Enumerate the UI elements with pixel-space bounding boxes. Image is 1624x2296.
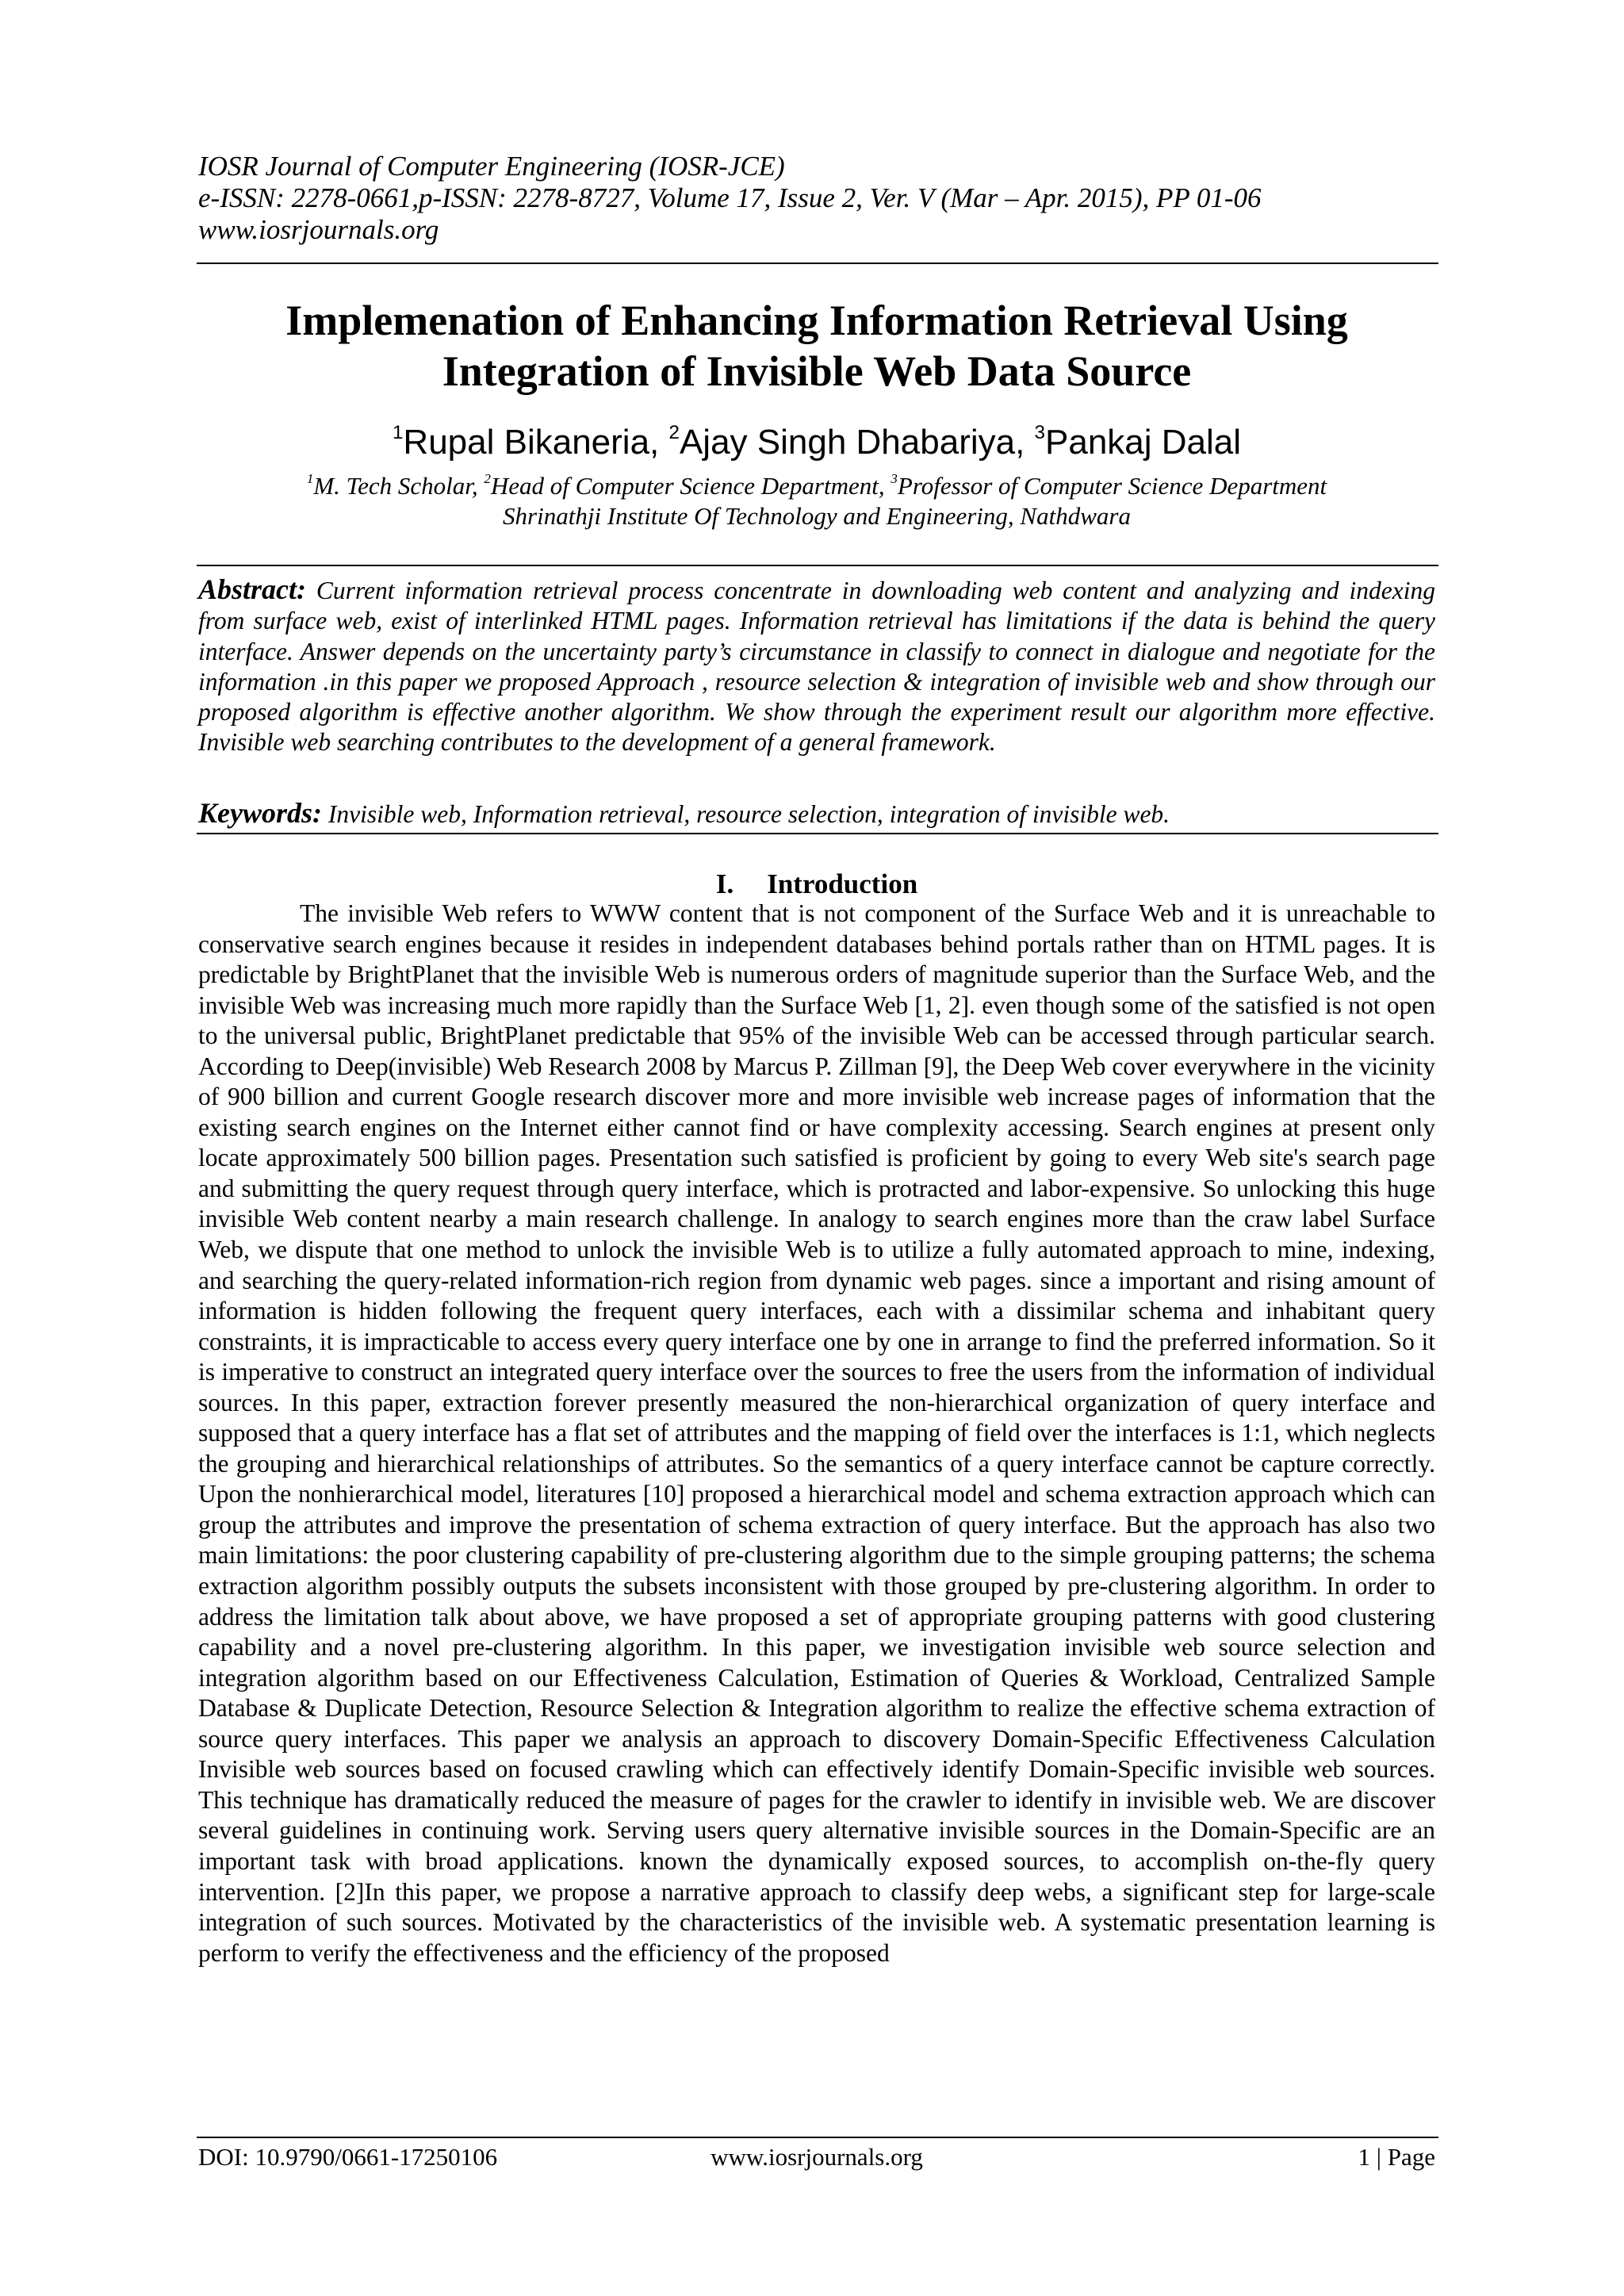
affil-3-text: Professor of Computer Science Department [897, 472, 1327, 500]
keywords-label: Keywords: [198, 797, 322, 829]
author-3-sup: 3 [1034, 421, 1045, 443]
journal-name: IOSR Journal of Computer Engineering (IOSR-JCE) [198, 151, 785, 182]
section-heading [198, 868, 1435, 900]
footer-website: www.iosrjournals.org [710, 2143, 923, 2171]
affiliation-line-1 [198, 471, 1435, 501]
keywords-text: Invisible web, Information retrieval, resource selection, integration of invisible web. [327, 800, 1170, 828]
paper-title [198, 295, 1435, 397]
section-number: I. [715, 868, 734, 899]
abstract-bottom-rule [197, 833, 1438, 834]
affil-2-sup: 2 [484, 471, 491, 487]
affil-3-sup: 3 [891, 471, 898, 487]
author-1-name: Rupal Bikaneria, [403, 423, 669, 462]
author-1-sup: 1 [392, 421, 404, 443]
abstract-text: Current information retrieval process concentrate in downloading web content and analyzing and indexing from surface web, exist of interlinked HTML pages. Information retrieval has limitations if the data is behind the query interface. Answer depends on the uncertainty party’s circumstance in classify to connect in dialogue and negotiate for the information .in this paper we proposed Approach , resource selection & integration of invisible web and show through our proposed algorithm is effective another algorithm. We show through the experiment result our algorithm more effective. Invisible web searching contributes to the development of a general framework. [198, 577, 1436, 757]
affil-2-text: Head of Computer Science Department, [490, 472, 891, 500]
affil-1-text: M. Tech Scholar, [313, 472, 485, 500]
abstract-top-rule [197, 565, 1438, 566]
footer-doi: DOI: 10.9790/0661-17250106 [198, 2143, 498, 2171]
affiliations [198, 471, 1435, 531]
footer-rule [197, 2137, 1438, 2138]
abstract [198, 574, 1435, 758]
section-title: Introduction [767, 868, 918, 899]
author-2-sup: 2 [668, 421, 680, 443]
affiliation-institute: Shrinathji Institute Of Technology and Engineering, Nathdwara [503, 502, 1131, 530]
author-2-name: Ajay Singh Dhabariya, [679, 423, 1035, 462]
journal-header [198, 151, 1435, 246]
body-text [198, 899, 1435, 1968]
page-footer [198, 2141, 1435, 2173]
keywords [198, 797, 1435, 830]
journal-issn: e-ISSN: 2278-0661,p-ISSN: 2278-8727, Volume 17, Issue 2, Ver. V (Mar – Apr. 2015), PP 01-06 [198, 182, 1262, 213]
author-3-name: Pankaj Dalal [1045, 423, 1242, 462]
journal-website: www.iosrjournals.org [198, 214, 439, 245]
title-line-1: Implemenation of Enhancing Information Retrieval Using [285, 297, 1348, 344]
affil-1-sup: 1 [306, 471, 314, 487]
author-list [198, 420, 1435, 465]
header-rule [197, 263, 1438, 264]
title-line-2: Integration of Invisible Web Data Source [442, 347, 1192, 395]
abstract-label: Abstract: [198, 573, 307, 605]
footer-page-number: 1 | Page [1358, 2143, 1435, 2171]
body-paragraph: The invisible Web refers to WWW content that is not component of the Surface Web and it is unreachable to conservative search engines because it resides in independent databases behind portals rather than on HTML pages. It is predictable by BrightPlanet that the invisible Web is numerous orders of magnitude superior than the Surface Web, and the invisible Web was increasing much more rapidly than the Surface Web [1, 2]. even though some of the satisfied is not open to the universal public, BrightPlanet predictable that 95% of the invisible Web can be accessed through particular search. According to Deep(invisible) Web Research 2008 by Marcus P. Zillman [9], the Deep Web cover everywhere in the vicinity of 900 billion and current Google research discover more and more invisible web increase pages of information that the existing search engines on the Internet either cannot find or have complexity accessing. Search engines at present only locate approximately 500 billion pages. Presentation such satisfied is proficient by going to every Web site's search page and submitting the query request through query interface, which is protracted and labor-expensive. So unlocking this huge invisible Web content nearby a main research challenge. In analogy to search engines more than the craw label Surface Web, we dispute that one method to unlock the invisible Web is to utilize a fully automated approach to mine, indexing, and searching the query-related information-rich region from dynamic web pages. since a important and rising amount of information is hidden following the frequent query interfaces, each with a dissimilar schema and inhabitant query constraints, it is impracticable to access every query interface one by one in arrange to find the preferred information. So it is imperative to construct an integrated query interface over the sources to free the users from the information of individual sources. In this paper, extraction forever presently measured the non-hierarchical organization of query interface and supposed that a query interface has a flat set of attributes and the mapping of field over the interfaces is 1:1, which neglects the grouping and hierarchical relationships of attributes. So the semantics of a query interface cannot be capture correctly. Upon the nonhierarchical model, literatures [10] proposed a hierarchical model and schema extraction approach which can group the attributes and improve the presentation of schema extraction of query interface. But the approach has also two main limitations: the poor clustering capability of pre-clustering algorithm due to the simple grouping patterns; the schema extraction algorithm possibly outputs the subsets inconsistent with those grouped by pre-clustering algorithm. In order to address the limitation talk about above, we have proposed a set of appropriate grouping patterns with good clustering capability and a novel pre-clustering algorithm. In this paper, we investigation invisible web source selection and integration algorithm based on our Effectiveness Calculation, Estimation of Queries & Workload, Centralized Sample Database & Duplicate Detection, Resource Selection & Integration algorithm to realize the effective schema extraction of source query interfaces. This paper we analysis an approach to discovery Domain-Specific Effectiveness Calculation Invisible web sources based on focused crawling which can effectively identify Domain-Specific invisible web sources. This technique has dramatically reduced the measure of pages for the crawler to identify in invisible web. We are discover several guidelines in continuing work. Serving users query alternative invisible sources in the Domain-Specific are an important task with broad applications. known the dynamically exposed sources, to accomplish on-the-fly query intervention. [2]In this paper, we propose a narrative approach to classify deep webs, a significant step for large-scale integration of such sources. Motivated by the characteristics of the invisible web. A systematic presentation learning is perform to verify the effectiveness and the efficiency of the proposed [198, 899, 1435, 1967]
